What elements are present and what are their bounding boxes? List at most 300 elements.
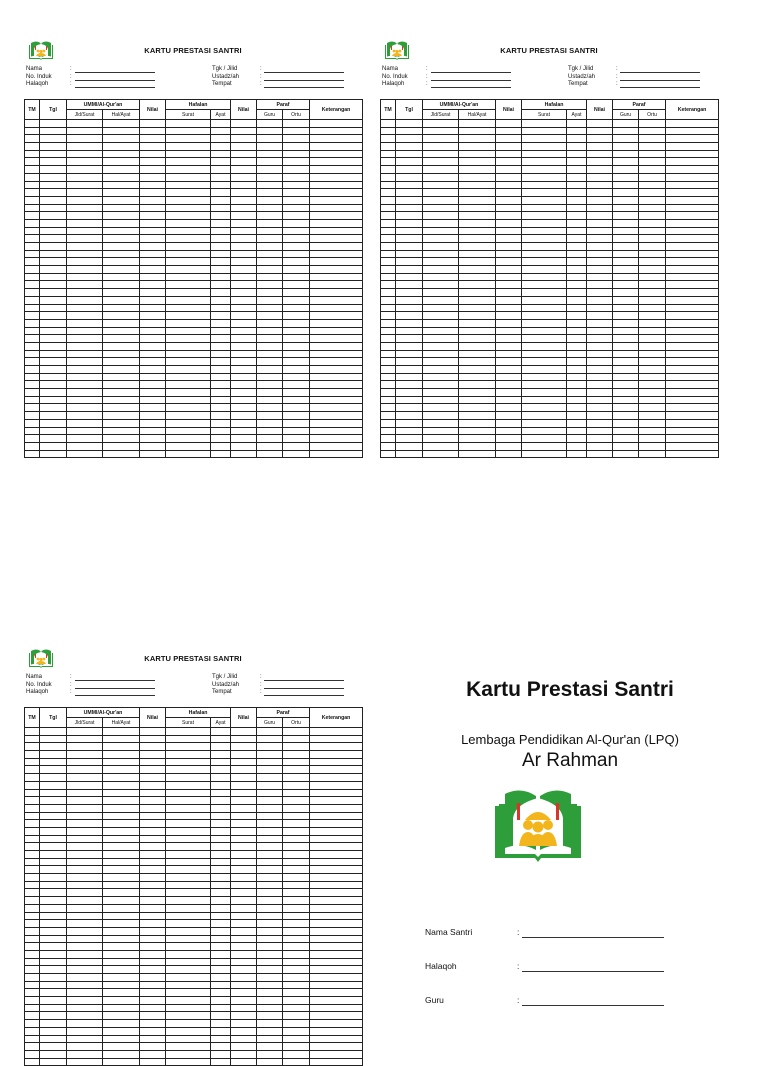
table-cell[interactable] bbox=[613, 181, 639, 189]
table-cell[interactable] bbox=[522, 412, 567, 420]
table-cell[interactable] bbox=[310, 196, 363, 204]
table-cell[interactable] bbox=[587, 427, 613, 435]
table-cell[interactable] bbox=[231, 920, 257, 928]
table-cell[interactable] bbox=[587, 342, 613, 350]
table-cell[interactable] bbox=[283, 196, 310, 204]
table-cell[interactable] bbox=[211, 189, 231, 197]
table-cell[interactable] bbox=[103, 304, 140, 312]
table-cell[interactable] bbox=[211, 127, 231, 135]
table-cell[interactable] bbox=[257, 227, 283, 235]
table-cell[interactable] bbox=[522, 435, 567, 443]
table-cell[interactable] bbox=[613, 427, 639, 435]
table-cell[interactable] bbox=[231, 166, 257, 174]
table-cell[interactable] bbox=[423, 304, 459, 312]
table-cell[interactable] bbox=[587, 135, 613, 143]
table-cell[interactable] bbox=[103, 751, 140, 759]
table-cell[interactable] bbox=[666, 127, 719, 135]
table-cell[interactable] bbox=[522, 442, 567, 450]
table-cell[interactable] bbox=[522, 404, 567, 412]
table-cell[interactable] bbox=[396, 435, 423, 443]
table-cell[interactable] bbox=[166, 1004, 211, 1012]
table-cell[interactable] bbox=[381, 281, 396, 289]
table-cell[interactable] bbox=[25, 212, 40, 220]
table-cell[interactable] bbox=[639, 258, 666, 266]
table-cell[interactable] bbox=[166, 412, 211, 420]
table-cell[interactable] bbox=[25, 412, 40, 420]
table-cell[interactable] bbox=[40, 219, 67, 227]
table-cell[interactable] bbox=[496, 196, 522, 204]
table-cell[interactable] bbox=[283, 273, 310, 281]
table-cell[interactable] bbox=[283, 281, 310, 289]
table-cell[interactable] bbox=[103, 774, 140, 782]
table-cell[interactable] bbox=[666, 427, 719, 435]
table-cell[interactable] bbox=[283, 120, 310, 128]
table-cell[interactable] bbox=[567, 243, 587, 251]
table-cell[interactable] bbox=[567, 166, 587, 174]
table-cell[interactable] bbox=[257, 797, 283, 805]
table-cell[interactable] bbox=[396, 350, 423, 358]
table-cell[interactable] bbox=[283, 804, 310, 812]
table-cell[interactable] bbox=[40, 389, 67, 397]
table-cell[interactable] bbox=[283, 212, 310, 220]
table-cell[interactable] bbox=[522, 212, 567, 220]
table-cell[interactable] bbox=[283, 966, 310, 974]
table-cell[interactable] bbox=[522, 196, 567, 204]
table-cell[interactable] bbox=[211, 350, 231, 358]
table-cell[interactable] bbox=[40, 943, 67, 951]
table-cell[interactable] bbox=[231, 227, 257, 235]
table-cell[interactable] bbox=[140, 874, 166, 882]
table-cell[interactable] bbox=[423, 419, 459, 427]
table-cell[interactable] bbox=[567, 127, 587, 135]
table-cell[interactable] bbox=[211, 404, 231, 412]
table-cell[interactable] bbox=[166, 1058, 211, 1066]
table-cell[interactable] bbox=[283, 250, 310, 258]
table-cell[interactable] bbox=[103, 943, 140, 951]
table-cell[interactable] bbox=[231, 419, 257, 427]
table-cell[interactable] bbox=[459, 435, 496, 443]
table-cell[interactable] bbox=[211, 258, 231, 266]
fill-line[interactable] bbox=[75, 66, 155, 73]
table-cell[interactable] bbox=[40, 866, 67, 874]
table-cell[interactable] bbox=[231, 412, 257, 420]
table-cell[interactable] bbox=[639, 304, 666, 312]
table-cell[interactable] bbox=[67, 404, 103, 412]
table-cell[interactable] bbox=[67, 904, 103, 912]
table-cell[interactable] bbox=[459, 150, 496, 158]
table-cell[interactable] bbox=[310, 889, 363, 897]
table-cell[interactable] bbox=[666, 373, 719, 381]
table-cell[interactable] bbox=[25, 889, 40, 897]
fill-line[interactable] bbox=[522, 1005, 664, 1006]
table-cell[interactable] bbox=[25, 1035, 40, 1043]
table-cell[interactable] bbox=[459, 404, 496, 412]
table-cell[interactable] bbox=[67, 366, 103, 374]
table-cell[interactable] bbox=[423, 404, 459, 412]
table-cell[interactable] bbox=[310, 373, 363, 381]
table-cell[interactable] bbox=[381, 243, 396, 251]
table-cell[interactable] bbox=[211, 912, 231, 920]
table-cell[interactable] bbox=[166, 389, 211, 397]
table-cell[interactable] bbox=[166, 158, 211, 166]
table-cell[interactable] bbox=[310, 1043, 363, 1051]
table-cell[interactable] bbox=[423, 173, 459, 181]
table-cell[interactable] bbox=[211, 296, 231, 304]
fill-line[interactable] bbox=[264, 66, 344, 73]
table-cell[interactable] bbox=[103, 427, 140, 435]
table-cell[interactable] bbox=[211, 327, 231, 335]
table-cell[interactable] bbox=[496, 373, 522, 381]
table-cell[interactable] bbox=[103, 927, 140, 935]
table-cell[interactable] bbox=[310, 266, 363, 274]
table-cell[interactable] bbox=[283, 774, 310, 782]
table-cell[interactable] bbox=[231, 858, 257, 866]
table-cell[interactable] bbox=[587, 189, 613, 197]
table-cell[interactable] bbox=[310, 820, 363, 828]
table-cell[interactable] bbox=[166, 797, 211, 805]
table-cell[interactable] bbox=[140, 350, 166, 358]
table-cell[interactable] bbox=[522, 266, 567, 274]
table-cell[interactable] bbox=[103, 189, 140, 197]
table-cell[interactable] bbox=[459, 327, 496, 335]
table-cell[interactable] bbox=[587, 304, 613, 312]
table-cell[interactable] bbox=[283, 751, 310, 759]
table-cell[interactable] bbox=[40, 319, 67, 327]
table-cell[interactable] bbox=[459, 189, 496, 197]
table-cell[interactable] bbox=[257, 258, 283, 266]
table-cell[interactable] bbox=[211, 366, 231, 374]
table-cell[interactable] bbox=[67, 342, 103, 350]
table-cell[interactable] bbox=[496, 143, 522, 151]
table-cell[interactable] bbox=[522, 358, 567, 366]
table-cell[interactable] bbox=[381, 373, 396, 381]
table-cell[interactable] bbox=[283, 173, 310, 181]
table-cell[interactable] bbox=[283, 904, 310, 912]
table-cell[interactable] bbox=[310, 974, 363, 982]
table-cell[interactable] bbox=[25, 312, 40, 320]
table-cell[interactable] bbox=[310, 1004, 363, 1012]
table-cell[interactable] bbox=[423, 358, 459, 366]
table-cell[interactable] bbox=[666, 235, 719, 243]
table-cell[interactable] bbox=[639, 266, 666, 274]
table-cell[interactable] bbox=[103, 158, 140, 166]
table-cell[interactable] bbox=[211, 396, 231, 404]
table-cell[interactable] bbox=[496, 173, 522, 181]
table-cell[interactable] bbox=[40, 1035, 67, 1043]
table-cell[interactable] bbox=[522, 427, 567, 435]
table-cell[interactable] bbox=[67, 981, 103, 989]
table-cell[interactable] bbox=[231, 950, 257, 958]
table-cell[interactable] bbox=[283, 950, 310, 958]
table-cell[interactable] bbox=[140, 127, 166, 135]
table-cell[interactable] bbox=[381, 319, 396, 327]
table-cell[interactable] bbox=[257, 827, 283, 835]
table-cell[interactable] bbox=[25, 243, 40, 251]
table-cell[interactable] bbox=[231, 366, 257, 374]
table-cell[interactable] bbox=[140, 289, 166, 297]
table-cell[interactable] bbox=[381, 158, 396, 166]
table-cell[interactable] bbox=[25, 827, 40, 835]
table-cell[interactable] bbox=[396, 196, 423, 204]
table-cell[interactable] bbox=[496, 120, 522, 128]
table-cell[interactable] bbox=[567, 450, 587, 458]
table-cell[interactable] bbox=[381, 135, 396, 143]
fill-line[interactable] bbox=[522, 971, 664, 972]
table-cell[interactable] bbox=[567, 273, 587, 281]
table-cell[interactable] bbox=[166, 235, 211, 243]
table-cell[interactable] bbox=[40, 881, 67, 889]
table-cell[interactable] bbox=[567, 342, 587, 350]
table-cell[interactable] bbox=[381, 327, 396, 335]
table-cell[interactable] bbox=[310, 227, 363, 235]
table-cell[interactable] bbox=[211, 435, 231, 443]
table-cell[interactable] bbox=[25, 804, 40, 812]
table-cell[interactable] bbox=[283, 366, 310, 374]
table-cell[interactable] bbox=[496, 181, 522, 189]
table-cell[interactable] bbox=[283, 974, 310, 982]
table-cell[interactable] bbox=[103, 843, 140, 851]
table-cell[interactable] bbox=[567, 135, 587, 143]
table-cell[interactable] bbox=[522, 127, 567, 135]
table-cell[interactable] bbox=[257, 774, 283, 782]
table-cell[interactable] bbox=[231, 189, 257, 197]
table-cell[interactable] bbox=[587, 212, 613, 220]
table-cell[interactable] bbox=[257, 889, 283, 897]
table-cell[interactable] bbox=[459, 419, 496, 427]
table-cell[interactable] bbox=[25, 342, 40, 350]
table-cell[interactable] bbox=[567, 350, 587, 358]
table-cell[interactable] bbox=[166, 1050, 211, 1058]
table-cell[interactable] bbox=[67, 866, 103, 874]
table-cell[interactable] bbox=[140, 135, 166, 143]
table-cell[interactable] bbox=[211, 143, 231, 151]
table-cell[interactable] bbox=[67, 312, 103, 320]
table-cell[interactable] bbox=[496, 289, 522, 297]
table-cell[interactable] bbox=[310, 958, 363, 966]
table-cell[interactable] bbox=[67, 820, 103, 828]
table-cell[interactable] bbox=[283, 881, 310, 889]
table-cell[interactable] bbox=[140, 1050, 166, 1058]
table-cell[interactable] bbox=[613, 227, 639, 235]
table-cell[interactable] bbox=[381, 412, 396, 420]
table-cell[interactable] bbox=[67, 258, 103, 266]
table-cell[interactable] bbox=[496, 358, 522, 366]
table-cell[interactable] bbox=[25, 1050, 40, 1058]
table-cell[interactable] bbox=[396, 312, 423, 320]
table-cell[interactable] bbox=[103, 166, 140, 174]
table-cell[interactable] bbox=[522, 173, 567, 181]
table-cell[interactable] bbox=[587, 358, 613, 366]
table-cell[interactable] bbox=[166, 135, 211, 143]
table-cell[interactable] bbox=[211, 419, 231, 427]
table-cell[interactable] bbox=[613, 212, 639, 220]
table-cell[interactable] bbox=[613, 373, 639, 381]
table-cell[interactable] bbox=[67, 874, 103, 882]
table-cell[interactable] bbox=[613, 135, 639, 143]
table-cell[interactable] bbox=[231, 912, 257, 920]
table-cell[interactable] bbox=[423, 266, 459, 274]
table-cell[interactable] bbox=[231, 335, 257, 343]
table-cell[interactable] bbox=[231, 342, 257, 350]
table-cell[interactable] bbox=[567, 327, 587, 335]
table-cell[interactable] bbox=[166, 874, 211, 882]
table-cell[interactable] bbox=[310, 966, 363, 974]
table-cell[interactable] bbox=[381, 227, 396, 235]
table-cell[interactable] bbox=[40, 381, 67, 389]
table-cell[interactable] bbox=[496, 319, 522, 327]
table-cell[interactable] bbox=[613, 289, 639, 297]
table-cell[interactable] bbox=[522, 366, 567, 374]
table-cell[interactable] bbox=[231, 981, 257, 989]
table-cell[interactable] bbox=[496, 342, 522, 350]
table-cell[interactable] bbox=[257, 281, 283, 289]
table-cell[interactable] bbox=[25, 389, 40, 397]
table-cell[interactable] bbox=[140, 950, 166, 958]
table-cell[interactable] bbox=[496, 327, 522, 335]
table-cell[interactable] bbox=[381, 181, 396, 189]
table-cell[interactable] bbox=[257, 120, 283, 128]
table-cell[interactable] bbox=[423, 120, 459, 128]
table-cell[interactable] bbox=[587, 227, 613, 235]
table-cell[interactable] bbox=[67, 273, 103, 281]
table-cell[interactable] bbox=[166, 981, 211, 989]
table-cell[interactable] bbox=[396, 120, 423, 128]
table-cell[interactable] bbox=[310, 766, 363, 774]
table-cell[interactable] bbox=[639, 319, 666, 327]
table-cell[interactable] bbox=[67, 243, 103, 251]
table-cell[interactable] bbox=[140, 904, 166, 912]
table-cell[interactable] bbox=[40, 158, 67, 166]
table-cell[interactable] bbox=[40, 950, 67, 958]
table-cell[interactable] bbox=[496, 158, 522, 166]
table-cell[interactable] bbox=[257, 789, 283, 797]
table-cell[interactable] bbox=[40, 419, 67, 427]
table-cell[interactable] bbox=[423, 435, 459, 443]
table-cell[interactable] bbox=[666, 289, 719, 297]
table-cell[interactable] bbox=[211, 1035, 231, 1043]
table-cell[interactable] bbox=[396, 319, 423, 327]
table-cell[interactable] bbox=[381, 120, 396, 128]
table-cell[interactable] bbox=[257, 843, 283, 851]
table-cell[interactable] bbox=[103, 358, 140, 366]
table-cell[interactable] bbox=[67, 728, 103, 736]
table-cell[interactable] bbox=[103, 904, 140, 912]
table-cell[interactable] bbox=[231, 250, 257, 258]
table-cell[interactable] bbox=[25, 273, 40, 281]
table-cell[interactable] bbox=[666, 404, 719, 412]
table-cell[interactable] bbox=[166, 781, 211, 789]
table-cell[interactable] bbox=[666, 173, 719, 181]
table-cell[interactable] bbox=[40, 874, 67, 882]
table-cell[interactable] bbox=[613, 189, 639, 197]
table-cell[interactable] bbox=[40, 312, 67, 320]
table-cell[interactable] bbox=[396, 381, 423, 389]
table-cell[interactable] bbox=[231, 427, 257, 435]
table-cell[interactable] bbox=[381, 450, 396, 458]
table-cell[interactable] bbox=[231, 774, 257, 782]
table-cell[interactable] bbox=[459, 442, 496, 450]
table-cell[interactable] bbox=[613, 273, 639, 281]
table-cell[interactable] bbox=[423, 366, 459, 374]
table-cell[interactable] bbox=[103, 1004, 140, 1012]
table-cell[interactable] bbox=[103, 851, 140, 859]
table-cell[interactable] bbox=[283, 812, 310, 820]
table-cell[interactable] bbox=[67, 173, 103, 181]
table-cell[interactable] bbox=[567, 389, 587, 397]
table-cell[interactable] bbox=[381, 273, 396, 281]
table-cell[interactable] bbox=[140, 235, 166, 243]
table-cell[interactable] bbox=[396, 427, 423, 435]
table-cell[interactable] bbox=[396, 166, 423, 174]
table-cell[interactable] bbox=[25, 812, 40, 820]
table-cell[interactable] bbox=[211, 781, 231, 789]
table-cell[interactable] bbox=[396, 135, 423, 143]
table-cell[interactable] bbox=[639, 312, 666, 320]
table-cell[interactable] bbox=[25, 758, 40, 766]
table-cell[interactable] bbox=[567, 158, 587, 166]
table-cell[interactable] bbox=[496, 335, 522, 343]
table-cell[interactable] bbox=[25, 450, 40, 458]
table-cell[interactable] bbox=[67, 889, 103, 897]
table-cell[interactable] bbox=[25, 319, 40, 327]
table-cell[interactable] bbox=[67, 335, 103, 343]
table-cell[interactable] bbox=[40, 1020, 67, 1028]
table-cell[interactable] bbox=[310, 858, 363, 866]
table-cell[interactable] bbox=[257, 304, 283, 312]
table-cell[interactable] bbox=[140, 381, 166, 389]
table-cell[interactable] bbox=[67, 958, 103, 966]
table-cell[interactable] bbox=[103, 212, 140, 220]
table-cell[interactable] bbox=[381, 235, 396, 243]
table-cell[interactable] bbox=[231, 943, 257, 951]
table-cell[interactable] bbox=[25, 120, 40, 128]
table-cell[interactable] bbox=[613, 435, 639, 443]
table-cell[interactable] bbox=[166, 1043, 211, 1051]
table-cell[interactable] bbox=[231, 766, 257, 774]
table-cell[interactable] bbox=[231, 235, 257, 243]
table-cell[interactable] bbox=[166, 120, 211, 128]
table-cell[interactable] bbox=[211, 135, 231, 143]
table-cell[interactable] bbox=[522, 327, 567, 335]
table-cell[interactable] bbox=[103, 143, 140, 151]
table-cell[interactable] bbox=[25, 150, 40, 158]
table-cell[interactable] bbox=[140, 243, 166, 251]
table-cell[interactable] bbox=[381, 289, 396, 297]
table-cell[interactable] bbox=[587, 166, 613, 174]
table-cell[interactable] bbox=[587, 273, 613, 281]
table-cell[interactable] bbox=[140, 897, 166, 905]
table-cell[interactable] bbox=[310, 442, 363, 450]
table-cell[interactable] bbox=[496, 212, 522, 220]
table-cell[interactable] bbox=[381, 389, 396, 397]
table-cell[interactable] bbox=[166, 912, 211, 920]
table-cell[interactable] bbox=[67, 735, 103, 743]
table-cell[interactable] bbox=[283, 981, 310, 989]
table-cell[interactable] bbox=[40, 396, 67, 404]
table-cell[interactable] bbox=[522, 273, 567, 281]
table-cell[interactable] bbox=[257, 1027, 283, 1035]
table-cell[interactable] bbox=[140, 835, 166, 843]
fill-line[interactable] bbox=[75, 81, 155, 88]
table-cell[interactable] bbox=[257, 166, 283, 174]
table-cell[interactable] bbox=[67, 835, 103, 843]
table-cell[interactable] bbox=[67, 781, 103, 789]
table-cell[interactable] bbox=[103, 289, 140, 297]
table-cell[interactable] bbox=[40, 204, 67, 212]
table-cell[interactable] bbox=[40, 766, 67, 774]
table-cell[interactable] bbox=[459, 235, 496, 243]
table-cell[interactable] bbox=[211, 212, 231, 220]
